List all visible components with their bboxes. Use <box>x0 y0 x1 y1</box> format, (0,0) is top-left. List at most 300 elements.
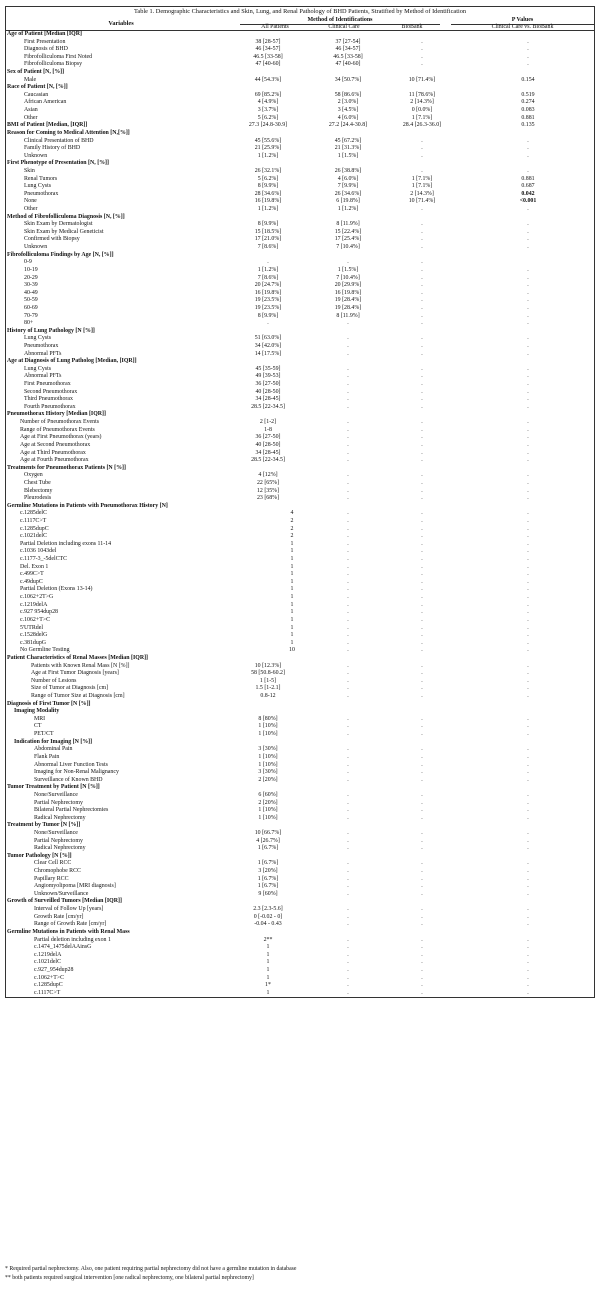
all-patients-cell: 1 [6.7%] <box>257 860 279 867</box>
clinical-care-cell: . <box>347 373 349 380</box>
clinical-care-cell: . <box>347 982 349 989</box>
clinical-care-cell: . <box>347 518 349 524</box>
clinical-care-cell: . <box>347 335 349 342</box>
all-patients-cell: 28.5 [22-34.5] <box>251 403 285 410</box>
biobank-cell: . <box>421 533 423 540</box>
p-value-cell: . <box>527 472 529 479</box>
all-patients-cell: 1 [10%] <box>258 807 278 814</box>
p-value-cell: . <box>527 966 529 973</box>
p-value-cell: . <box>527 266 529 273</box>
row-label: Confirmed with Biopsy <box>24 236 80 243</box>
clinical-care-cell: . <box>347 259 349 266</box>
row-label: Imaging Modality <box>14 708 60 715</box>
table-row <box>6 952 594 960</box>
table-row <box>6 640 594 648</box>
clinical-care-cell: . <box>347 989 349 996</box>
header-method-group: Method of Identifications <box>240 17 440 25</box>
all-patients-cell: 2 [1-2] <box>259 419 277 426</box>
clinical-care-cell: 19 [28.4%] <box>334 304 362 311</box>
footnote-single-asterisk: * Required partial nephrectomy. Also, one patient requiring partial nephrectomy did not have a germline mutation in database <box>5 1266 297 1272</box>
p-value-cell: . <box>527 167 529 174</box>
biobank-cell: . <box>421 312 423 319</box>
biobank-cell: . <box>421 373 423 380</box>
p-value-cell: . <box>527 936 529 943</box>
biobank-cell: . <box>421 791 423 798</box>
biobank-cell: . <box>421 350 423 357</box>
biobank-cell: . <box>421 266 423 273</box>
all-patients-cell: 4 <box>290 510 294 517</box>
all-patients-cell: 34 [28-45] <box>255 449 281 456</box>
biobank-cell: 2 [14.3%] <box>410 99 434 106</box>
all-patients-cell: 16 [19.8%] <box>254 289 282 296</box>
clinical-care-cell: . <box>347 639 349 646</box>
p-value-cell: <0.001 <box>519 198 537 205</box>
all-patients-cell: 23 [68%] <box>256 495 280 502</box>
clinical-care-cell: . <box>347 951 349 958</box>
biobank-cell: . <box>421 868 423 875</box>
all-patients-cell: 1 <box>290 609 294 616</box>
table-row <box>6 746 594 754</box>
table-row <box>6 396 594 404</box>
clinical-care-cell: . <box>347 974 349 981</box>
row-label: Clear Cell RCC <box>34 860 72 867</box>
table-row <box>6 267 594 275</box>
all-patients-cell: 1.5 [1-2.1] <box>255 685 281 692</box>
biobank-cell: . <box>421 540 423 547</box>
biobank-cell: . <box>421 936 423 943</box>
row-label: Lung Cysts <box>24 365 52 372</box>
all-patients-cell: 20 [24.7%] <box>254 282 282 289</box>
clinical-care-cell: . <box>347 883 349 890</box>
p-value-cell: . <box>527 601 529 608</box>
p-value-cell: . <box>527 426 529 433</box>
row-label: Unknown/Surveillance <box>34 890 89 897</box>
clinical-care-cell: 27.2 [24.4-30.8] <box>328 122 368 129</box>
row-label: Treatments for Pneumothorax Patients [N [%]] <box>7 464 126 471</box>
clinical-care-cell: . <box>347 685 349 692</box>
biobank-cell: . <box>421 53 423 60</box>
clinical-care-cell: 8 [11.9%] <box>336 221 360 228</box>
all-patients-cell: 6 [60%] <box>258 791 278 798</box>
clinical-care-cell: . <box>347 776 349 783</box>
row-label: c.1062+T>C <box>34 974 65 981</box>
clinical-care-cell: . <box>347 875 349 882</box>
p-value-cell: . <box>527 647 529 654</box>
section-header-row <box>6 822 594 830</box>
row-label: Race of Patient [N, [%]] <box>7 84 68 91</box>
table-row <box>6 815 594 823</box>
p-value-cell: 0.687 <box>521 183 535 190</box>
biobank-cell: . <box>421 259 423 266</box>
all-patients-cell: 1 <box>290 639 294 646</box>
all-patients-cell: 1* <box>265 982 271 989</box>
row-label: c.1117C>T <box>34 989 61 996</box>
subsection-header-row <box>6 708 594 716</box>
p-value-cell: . <box>527 518 529 524</box>
clinical-care-cell: . <box>347 525 349 532</box>
clinical-care-cell: . <box>347 799 349 806</box>
table-row <box>6 92 594 100</box>
row-label: Age at First Pneumothorax (years) <box>20 434 102 441</box>
all-patients-cell: 1 <box>290 624 294 631</box>
biobank-cell: . <box>421 289 423 296</box>
p-value-cell: . <box>527 829 529 836</box>
row-label: Fourth Pneumothorax <box>24 403 76 410</box>
row-label: c.1021delC <box>20 533 47 540</box>
all-patients-cell: 1 <box>266 989 270 996</box>
all-patients-cell: 4 [4.9%] <box>257 99 279 106</box>
clinical-care-cell: . <box>347 829 349 836</box>
clinical-care-cell: . <box>347 578 349 585</box>
clinical-care-cell: . <box>347 913 349 920</box>
row-label: Range of Pneumothorax Events <box>20 426 95 433</box>
p-value-cell: 0.881 <box>521 175 535 182</box>
biobank-cell: . <box>421 966 423 973</box>
p-value-cell: . <box>527 137 529 144</box>
clinical-care-cell: 20 [29.9%] <box>334 282 362 289</box>
row-label: Number of Pneumothorax Events <box>20 419 100 426</box>
table-row <box>6 647 594 655</box>
biobank-cell: . <box>421 525 423 532</box>
biobank-cell: 1 [7.1%] <box>411 183 433 190</box>
biobank-cell: . <box>421 616 423 623</box>
p-value-cell: . <box>527 594 529 601</box>
table-row <box>6 548 594 556</box>
row-label: Flank Pain <box>34 753 60 760</box>
biobank-cell: . <box>421 518 423 524</box>
table-row <box>6 495 594 503</box>
p-value-cell: . <box>527 282 529 289</box>
row-label: Imaging for Non-Renal Malignancy <box>34 769 119 776</box>
clinical-care-cell: . <box>347 921 349 928</box>
p-value-cell: 0.274 <box>521 99 535 106</box>
table-row <box>6 556 594 564</box>
table-row <box>6 975 594 983</box>
clinical-care-cell: . <box>347 320 349 327</box>
biobank-cell: . <box>421 632 423 639</box>
row-label: Unknown <box>24 152 48 159</box>
clinical-care-cell: . <box>347 426 349 433</box>
section-header-row <box>6 701 594 709</box>
row-label: BMI of Patient [Median, [IQR]] <box>7 122 88 129</box>
p-value-cell: . <box>527 274 529 281</box>
footnote-double-asterisk: ** both patients required surgical intervention [one radical nephrectomy, one bilateral partial nephrectomy] <box>5 1275 254 1281</box>
biobank-cell: . <box>421 685 423 692</box>
table-body <box>6 31 594 997</box>
clinical-care-cell: . <box>347 350 349 357</box>
table-row <box>6 229 594 237</box>
all-patients-cell: 1 <box>290 594 294 601</box>
clinical-care-cell: . <box>347 746 349 753</box>
biobank-cell: . <box>421 639 423 646</box>
biobank-cell: . <box>421 875 423 882</box>
clinical-care-cell: . <box>347 715 349 722</box>
biobank-cell: . <box>421 236 423 243</box>
clinical-care-cell: . <box>347 677 349 684</box>
table-row <box>6 594 594 602</box>
biobank-cell: . <box>421 434 423 441</box>
biobank-cell: . <box>421 670 423 677</box>
header-clinical-vs-biobank: Clinical Care vs. BioBank <box>491 24 554 30</box>
all-patients-cell: 1 [10%] <box>258 731 278 738</box>
clinical-care-cell: . <box>347 434 349 441</box>
p-value-cell: . <box>527 578 529 585</box>
table-row <box>6 404 594 412</box>
all-patients-cell: 0 [-0.02 - 0] <box>253 913 283 920</box>
row-label: Tumor Treatment by Patient [N [%]] <box>7 784 100 791</box>
row-label: Abnormal PFTs <box>24 350 62 357</box>
section-header-row <box>6 160 594 168</box>
all-patients-cell: 1 [10%] <box>258 814 278 821</box>
all-patients-cell: 58 [50.8-60.2] <box>251 670 285 677</box>
clinical-care-cell: . <box>347 837 349 844</box>
row-label: Del. Exon 1 <box>20 563 49 570</box>
table-row <box>6 480 594 488</box>
biobank-cell: . <box>421 761 423 768</box>
p-value-cell: . <box>527 304 529 311</box>
clinical-care-cell: 26 [34.6%] <box>334 190 362 197</box>
p-value-cell: . <box>527 662 529 669</box>
clinical-care-cell: . <box>347 845 349 852</box>
clinical-care-cell: . <box>347 540 349 547</box>
biobank-cell: . <box>421 137 423 144</box>
biobank-cell: . <box>421 426 423 433</box>
p-value-cell: . <box>527 236 529 243</box>
table-row <box>6 389 594 397</box>
p-value-cell: . <box>527 814 529 821</box>
table-row <box>6 723 594 731</box>
clinical-care-cell: . <box>347 791 349 798</box>
p-value-cell: 0.083 <box>521 107 535 114</box>
clinical-care-cell: . <box>347 966 349 973</box>
biobank-cell: . <box>421 799 423 806</box>
row-label: 5'UTRdel <box>20 624 43 631</box>
row-label: Growth of Surveilled Tumors [Median [IQR]] <box>7 898 122 905</box>
all-patients-cell: 1 <box>290 632 294 639</box>
table-row <box>6 564 594 572</box>
table-row <box>6 472 594 480</box>
p-value-cell: . <box>527 982 529 989</box>
p-value-cell: . <box>527 533 529 540</box>
all-patients-cell: 28.5 [22-34.5] <box>251 457 285 464</box>
table-header <box>6 17 594 30</box>
row-label: c.1036 1043del <box>20 548 57 555</box>
table-row <box>6 845 594 853</box>
biobank-cell: . <box>421 274 423 281</box>
table-row <box>6 891 594 899</box>
biobank-cell: . <box>421 746 423 753</box>
table-row <box>6 830 594 838</box>
biobank-cell: . <box>421 221 423 228</box>
all-patients-cell: 47 [40-60] <box>255 61 281 68</box>
row-label: c.1285dupC <box>34 982 63 989</box>
row-label: c.1219delA <box>20 601 48 608</box>
row-label: Age of Patient [Median [IQR] <box>7 31 82 37</box>
all-patients-cell: 1 [10%] <box>258 723 278 730</box>
row-label: Chest Tube <box>24 479 51 486</box>
all-patients-cell: 26 [32.1%] <box>254 167 282 174</box>
clinical-care-cell: . <box>347 609 349 616</box>
row-label: c.1219delA <box>34 951 62 958</box>
p-value-cell: . <box>527 457 529 464</box>
row-label: 0-9 <box>24 259 32 266</box>
all-patients-cell: 45 [55.6%] <box>254 137 282 144</box>
row-label: None/Surveillance <box>34 829 78 836</box>
biobank-cell: . <box>421 731 423 738</box>
all-patients-cell: 1 [10%] <box>258 753 278 760</box>
all-patients-cell: . <box>267 259 269 266</box>
table-row <box>6 959 594 967</box>
all-patients-cell: 8 [9.9%] <box>257 183 279 190</box>
biobank-cell: . <box>421 365 423 372</box>
row-label: Range of Growth Rate [cm/yr] <box>34 921 107 928</box>
clinical-care-cell: 16 [19.8%] <box>334 289 362 296</box>
all-patients-cell: 8 [9.9%] <box>257 221 279 228</box>
p-value-cell: . <box>527 761 529 768</box>
section-header-row <box>6 784 594 792</box>
table-row <box>6 442 594 450</box>
clinical-care-cell: 7 [9.9%] <box>337 183 359 190</box>
row-label: 80+ <box>24 320 34 327</box>
all-patients-cell: 1 [6.7%] <box>257 883 279 890</box>
table-row <box>6 138 594 146</box>
table-row <box>6 693 594 701</box>
biobank-cell: . <box>421 342 423 349</box>
biobank-cell: . <box>421 837 423 844</box>
table-row <box>6 434 594 442</box>
row-label: Surveillance of Known BHD <box>34 776 103 783</box>
biobank-cell: . <box>421 594 423 601</box>
all-patients-cell: 0.8-12 <box>260 693 276 700</box>
table-row <box>6 221 594 229</box>
all-patients-cell: 38 [28-57] <box>255 38 281 45</box>
section-header-row <box>6 31 594 39</box>
biobank-cell: . <box>421 921 423 928</box>
row-label: Age at Fourth Pneumothorax <box>20 457 89 464</box>
all-patients-cell: 14 [17.5%] <box>254 350 282 357</box>
all-patients-cell: 49 [39-53] <box>255 373 281 380</box>
biobank-cell: . <box>421 244 423 251</box>
biobank-cell: 10 [71.4%] <box>408 198 436 205</box>
clinical-care-cell: 21 [31.3%] <box>334 145 362 152</box>
row-label: Range of Tumor Size at Diagnosis [cm] <box>31 693 125 700</box>
clinical-care-cell: 37 [27-54] <box>335 38 361 45</box>
demographics-table <box>5 6 595 998</box>
row-label: Partial Deletion (Exons 13-14) <box>20 586 93 593</box>
row-label: Tumor Pathology [N [%]] <box>7 852 72 859</box>
section-header-row <box>6 328 594 336</box>
all-patients-cell: 1 <box>290 578 294 585</box>
section-header-row <box>6 503 594 511</box>
all-patients-cell: 1 <box>290 571 294 578</box>
row-label: Germline Mutations in Patients with Renal Mass <box>7 928 130 935</box>
clinical-care-cell: 46 [34-57] <box>335 46 361 53</box>
p-value-cell: . <box>527 441 529 448</box>
p-value-cell: . <box>527 312 529 319</box>
table-row <box>6 488 594 496</box>
clinical-care-cell: 4 [6.0%] <box>337 175 359 182</box>
clinical-care-cell: 26 [38.8%] <box>334 167 362 174</box>
biobank-cell: . <box>421 495 423 502</box>
row-label: None/Surveillance <box>34 791 78 798</box>
biobank-cell: . <box>421 479 423 486</box>
all-patients-cell: 2** <box>263 936 273 943</box>
row-label: Radical Nephrectomy <box>34 845 86 852</box>
table-row <box>6 533 594 541</box>
p-value-cell: . <box>527 723 529 730</box>
biobank-cell: . <box>421 693 423 700</box>
row-label: Abnormal PFTs <box>24 373 62 380</box>
biobank-cell: . <box>421 944 423 951</box>
all-patients-cell: 19 [23.5%] <box>254 304 282 311</box>
row-label: Blebectomy <box>24 487 53 494</box>
biobank-cell: . <box>421 982 423 989</box>
table-row <box>6 586 594 594</box>
p-value-cell: . <box>527 875 529 882</box>
table-row <box>6 145 594 153</box>
row-label: c.927 954dup28 <box>20 609 58 616</box>
biobank-cell: . <box>421 206 423 213</box>
row-label: Diagnosis of BHD <box>24 46 68 53</box>
clinical-care-cell: . <box>347 556 349 563</box>
clinical-care-cell: . <box>347 761 349 768</box>
clinical-care-cell: 34 [50.7%] <box>334 76 362 83</box>
all-patients-cell: 10 [66.7%] <box>254 829 282 836</box>
row-label: Number of Lesions <box>31 677 77 684</box>
clinical-care-cell: . <box>347 365 349 372</box>
row-label: First Pneumothorax <box>24 381 71 388</box>
row-label: Age at Third Pneumothorax <box>20 449 86 456</box>
p-value-cell: . <box>527 616 529 623</box>
p-value-cell: . <box>527 540 529 547</box>
p-value-cell: . <box>527 769 529 776</box>
p-value-cell: . <box>527 46 529 53</box>
table-row <box>6 944 594 952</box>
all-patients-cell: -0.04 - 0.43 <box>254 921 282 928</box>
subsection-header-row <box>6 739 594 747</box>
table-row <box>6 183 594 191</box>
row-label: African American <box>24 99 67 106</box>
all-patients-cell: 1 [1.2%] <box>257 152 279 159</box>
table-row <box>6 343 594 351</box>
biobank-cell: . <box>421 913 423 920</box>
biobank-cell: . <box>421 845 423 852</box>
all-patients-cell: 8 [80%] <box>258 715 278 722</box>
row-label: Second Pneumothorax <box>24 388 78 395</box>
table-row <box>6 937 594 945</box>
row-label: Third Pneumothorax <box>24 396 73 403</box>
p-value-cell: . <box>527 419 529 426</box>
all-patients-cell: 27.3 [24.8-30.9] <box>248 122 288 129</box>
p-value-cell: . <box>527 221 529 228</box>
clinical-care-cell: . <box>347 487 349 494</box>
row-label: Papillary RCC <box>34 875 69 882</box>
p-value-cell: . <box>527 449 529 456</box>
clinical-care-cell: 15 [22.4%] <box>334 228 362 235</box>
biobank-cell: . <box>421 563 423 570</box>
p-value-cell: . <box>527 548 529 555</box>
p-value-cell: . <box>527 860 529 867</box>
table-row <box>6 754 594 762</box>
row-label: Abnormal Liver Function Tests <box>34 761 108 768</box>
all-patients-cell: 12 [35%] <box>256 487 280 494</box>
biobank-cell: . <box>421 776 423 783</box>
p-value-cell: 0.042 <box>521 190 535 197</box>
all-patients-cell: 34 [28-45] <box>255 396 281 403</box>
clinical-care-cell: . <box>347 388 349 395</box>
table-row <box>6 275 594 283</box>
row-label: Male <box>24 76 37 83</box>
